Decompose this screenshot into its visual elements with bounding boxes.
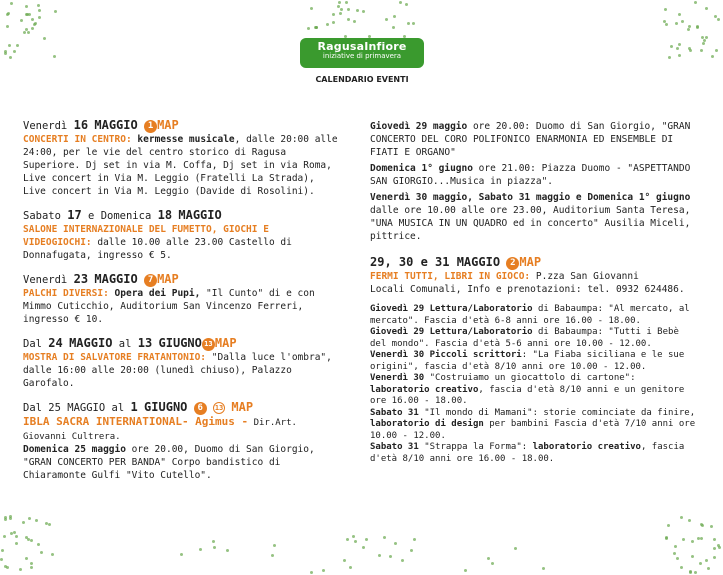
event-24-maggio-13-giugno	[23, 336, 341, 390]
leaf-dot	[399, 1, 402, 4]
leaf-dot	[394, 542, 397, 545]
leaf-dot	[343, 559, 346, 562]
leaf-dot	[310, 571, 313, 574]
leaf-dot	[16, 44, 19, 47]
floral-decoration-top-left	[0, 0, 60, 60]
leaf-dot	[711, 55, 714, 58]
leaf-dot	[180, 553, 183, 556]
event-title: MOSTRA DI SALVATORE FRATANTONIO:	[23, 352, 207, 363]
leaf-dot	[352, 535, 355, 538]
leaf-dot	[4, 52, 7, 55]
map-link[interactable]: MAP	[231, 400, 254, 414]
leaf-dot	[37, 543, 40, 546]
leaf-dot	[43, 37, 46, 40]
leaf-dot	[385, 18, 388, 21]
leaf-dot	[665, 537, 668, 540]
event-title: CONCERTI IN CENTRO:	[23, 134, 132, 145]
map-badge-secondary[interactable]: 13	[214, 404, 224, 412]
leaf-dot	[26, 13, 29, 16]
leaf-dot	[675, 22, 678, 25]
leaf-dot	[6, 566, 9, 569]
leaf-dot	[717, 544, 720, 547]
leaf-dot	[410, 549, 413, 552]
leaf-dot	[689, 49, 692, 52]
leaf-dot	[487, 557, 490, 560]
leaf-dot	[10, 2, 13, 5]
leaf-dot	[676, 557, 679, 560]
leaf-dot	[339, 12, 342, 15]
leaf-dot	[51, 553, 54, 556]
leaf-dot	[13, 50, 16, 53]
leaf-dot	[315, 26, 318, 29]
leaf-dot	[28, 517, 31, 520]
ragusainfiore-logo[interactable]	[300, 38, 424, 68]
leaf-dot	[694, 1, 697, 4]
leaf-dot	[412, 22, 415, 25]
map-badge[interactable]: 2	[506, 257, 519, 270]
leaf-dot	[199, 548, 202, 551]
event-date: Dal 25 MAGGIO al 1 GIUGNO 6 13 MAP	[23, 400, 254, 414]
leaf-dot	[347, 8, 350, 11]
leaf-dot	[332, 21, 335, 24]
leaf-dot	[3, 535, 6, 538]
floral-decoration-top	[300, 0, 420, 40]
leaf-dot	[13, 531, 16, 534]
leaf-dot	[378, 554, 381, 557]
leaf-dot	[362, 546, 365, 549]
floral-decoration-top-right	[663, 0, 723, 60]
event-17-18-maggio	[23, 208, 341, 262]
leaf-dot	[213, 546, 216, 549]
leaf-dot	[703, 39, 706, 42]
leaf-dot	[337, 5, 340, 8]
event-fermi-tutti: 29, 30 e 31 MAGGIO 2 MAP FERMI TUTTI, LIBRI IN GIOCO: P.zza San Giovanni Locali Comunali, Info e prenotazioni: tel. 0932 624486.	[370, 255, 700, 296]
leaf-dot	[688, 519, 691, 522]
leaf-dot	[691, 555, 694, 558]
leaf-dot	[697, 537, 700, 540]
leaf-dot	[393, 15, 396, 18]
leaf-dot	[347, 18, 350, 21]
leaf-dot	[691, 540, 694, 543]
leaf-dot	[362, 10, 365, 13]
leaf-dot	[0, 558, 3, 561]
leaf-dot	[678, 43, 681, 46]
event-description: "Dalla luce l'ombra", dalle 16:00 alle 20:00 (lunedì chiuso), Palazzo Garofalo.	[23, 352, 332, 389]
header	[300, 38, 424, 84]
leaf-dot	[345, 1, 348, 4]
leaf-dot	[22, 521, 25, 524]
leaf-dot	[34, 22, 37, 25]
leaf-dot	[23, 31, 26, 34]
leaf-dot	[9, 515, 12, 518]
map-badge[interactable]: 6	[194, 402, 207, 415]
event-date: Sabato 17 e Domenica 18 MAGGIO	[23, 208, 222, 222]
map-badge[interactable]: 7	[144, 274, 157, 287]
leaf-dot	[340, 8, 343, 11]
events-right-column	[370, 120, 700, 465]
event-title: FERMI TUTTI, LIBRI IN GIOCO:	[370, 271, 531, 282]
event-30-31-maggio-1-giugno: Venerdì 30 maggio, Sabato 31 maggio e Domenica 1° giugno dalle ore 10.00 alle ore 23.00, Auditorium Santa Teresa, "UNA MUSICA IN UN QUADRO ed in concerto" Ausilia Miceli, pittrice.	[370, 192, 691, 242]
laboratori-list	[370, 304, 700, 465]
leaf-dot	[678, 13, 681, 16]
leaf-dot	[663, 20, 666, 23]
event-23-maggio: Venerdì 23 MAGGIO 7 MAP PALCHI DIVERSI: Opera dei Pupi, "Il Cunto" di e con Mimmo Cuticchio, Auditorium San Vincenzo Ferreri, ingresso € 10.	[23, 272, 341, 326]
leaf-dot	[273, 544, 276, 547]
leaf-dot	[700, 49, 703, 52]
leaf-dot	[680, 566, 683, 569]
leaf-dot	[715, 49, 718, 52]
event-date: Venerdì 23 MAGGIO 7 MAP	[23, 272, 179, 286]
event-title: PALCHI DIVERSI:	[23, 288, 109, 299]
leaf-dot	[307, 27, 310, 30]
leaf-dot	[680, 516, 683, 519]
event-date: 29, 30 e 31 MAGGIO 2 MAP	[370, 255, 542, 269]
leaf-dot	[700, 537, 703, 540]
leaf-dot	[20, 19, 23, 22]
map-link[interactable]: MAP	[157, 118, 179, 132]
leaf-dot	[701, 524, 704, 527]
leaf-dot	[31, 18, 34, 21]
leaf-dot	[9, 56, 12, 59]
leaf-dot	[30, 562, 33, 565]
leaf-dot	[676, 47, 679, 50]
leaf-dot	[673, 552, 676, 555]
leaf-dot	[514, 547, 517, 550]
list-item: Sabato 31 "Il mondo di Mamani": storie cominciate da finire, laboratorio di design per bambini Fascia d'età 7/10 anni ore 10.00 - 12.00.	[370, 407, 696, 441]
map-badge[interactable]: 1	[144, 120, 157, 133]
leaf-dot	[326, 23, 329, 26]
leaf-dot	[6, 25, 9, 28]
leaf-dot	[681, 20, 684, 23]
leaf-dot	[38, 16, 41, 19]
leaf-dot	[7, 12, 10, 15]
leaf-dot	[4, 518, 7, 521]
event-title: SALONE INTERNAZIONALE DEL FUMETTO, GIOCHI E VIDEOGIOCHI:	[23, 224, 269, 248]
leaf-dot	[678, 54, 681, 57]
leaf-dot	[48, 523, 51, 526]
leaf-dot	[338, 1, 341, 4]
leaf-dot	[31, 27, 34, 30]
leaf-dot	[310, 7, 313, 10]
leaf-dot	[30, 566, 33, 569]
leaf-dot	[464, 569, 467, 572]
leaf-dot	[705, 559, 708, 562]
leaf-dot	[8, 44, 11, 47]
leaf-dot	[365, 538, 368, 541]
leaf-dot	[401, 559, 404, 562]
floral-decoration-bottom	[180, 535, 560, 575]
leaf-dot	[332, 13, 335, 16]
leaf-dot	[19, 568, 22, 571]
leaf-dot	[271, 554, 274, 557]
list-item: Venerdì 30 "Costruiamo un giocattolo di cartone": laboratorio creativo, fascia d'età 8/10 anni e un genitore ore 16.00 - 18.00.	[370, 373, 685, 406]
leaf-dot	[689, 571, 692, 574]
leaf-dot	[405, 3, 408, 6]
event-title: IBLA SACRA INTERNATIONAL- Agimus -	[23, 415, 249, 428]
leaf-dot	[664, 8, 667, 11]
event-date: Dal 24 MAGGIO al 13 GIUGNO 13 MAP	[23, 336, 237, 350]
leaf-dot	[15, 535, 18, 538]
map-link[interactable]: MAP	[519, 255, 542, 269]
leaf-dot	[226, 549, 229, 552]
list-item: Sabato 31 "Strappa la Forma": laboratorio creativo, fascia d'età 8/10 anni ore 16.00 - 18.00.	[370, 442, 685, 464]
leaf-dot	[346, 538, 349, 541]
event-1-giugno: Domenica 1° giugno ore 21.00: Piazza Duomo - "ASPETTANDO SAN GIORGIO...Musica in piazza".	[370, 163, 691, 187]
leaf-dot	[699, 562, 702, 565]
leaf-dot	[668, 56, 671, 59]
leaf-dot	[710, 525, 713, 528]
leaf-dot	[389, 555, 392, 558]
leaf-dot	[717, 18, 720, 21]
leaf-dot	[37, 4, 40, 7]
leaf-dot	[696, 26, 699, 29]
leaf-dot	[25, 536, 28, 539]
map-badge[interactable]: 13	[202, 338, 215, 351]
leaf-dot	[322, 569, 325, 572]
leaf-dot	[27, 31, 30, 34]
leaf-dot	[1, 549, 4, 552]
leaf-dot	[356, 9, 359, 12]
map-link[interactable]: MAP	[157, 272, 179, 286]
leaf-dot	[705, 7, 708, 10]
logo-name: RagusaInfiore	[317, 40, 407, 53]
event-description: "Il Cunto" di e con Mimmo Cuticchio, Auditorium San Vincenzo Ferreri, ingresso € 10.	[23, 288, 315, 325]
list-item: Giovedì 29 Lettura/Laboratorio di Babaumpa: "Al mercato, al mercato". Fascia d'età 6-8 anni ore 16.00 - 18.00.	[370, 304, 690, 326]
leaf-dot	[392, 26, 395, 29]
leaf-dot	[688, 25, 691, 28]
event-25-maggio-1-giugno: Dal 25 MAGGIO al 1 GIUGNO 6 13 MAP IBLA SACRA INTERNATIONAL- Agimus - Dir.Art. Giovanni Cultrera. Domenica 25 maggio ore 20.00, Duomo di San Giorgio, "GRAN CONCERTO PER BANDA" Corpo bandistico di Chiaramonte Gulfi "Vito Cutello".	[23, 400, 341, 482]
leaf-dot	[491, 562, 494, 565]
leaf-dot	[667, 524, 670, 527]
floral-decoration-bottom-left	[0, 515, 60, 575]
events-left-column	[23, 118, 341, 492]
leaf-dot	[30, 539, 33, 542]
leaf-dot	[713, 547, 716, 550]
event-description: dalle 10.00 alle 23.00 Castello di Donnafugata, ingresso € 5.	[23, 237, 292, 261]
leaf-dot	[714, 15, 717, 18]
leaf-dot	[45, 522, 48, 525]
event-29-maggio: Giovedì 29 maggio ore 20.00: Duomo di San Giorgio, "GRAN CONCERTO DEL CORO POLIFONICO ENARMONIA ED ENSEMBLE DI FIATI E ORGANO"	[370, 121, 691, 158]
list-item: Venerdì 30 Piccoli scrittori: "La Fiaba siciliana e le sue origini", fascia d'età 8/10 anni ore 10.00 - 12.00.	[370, 350, 685, 372]
logo-subtitle: iniziative di primavera	[322, 52, 402, 60]
leaf-dot	[702, 42, 705, 45]
leaf-dot	[349, 566, 352, 569]
leaf-dot	[25, 5, 28, 8]
leaf-dot	[35, 519, 38, 522]
leaf-dot	[53, 55, 56, 58]
leaf-dot	[707, 567, 710, 570]
leaf-dot	[670, 45, 673, 48]
event-description: , dalle 20:00 alle 24:00, per le vie del centro storico di Ragusa Superiore. Dj set in via M. Coffa, Dj set in via Roma, Live concert in Via M. Leggio (Fratelli La Strada), Live concert in Via M. Leggio (Davide di Rosolini).	[23, 134, 338, 197]
leaf-dot	[542, 567, 545, 570]
leaf-dot	[354, 540, 357, 543]
list-item: Giovedì 29 Lettura/Laboratorio di Babaumpa: "Tutti i Bebè del mondo". Fascia d'età 5-6 anni ore 10.00 - 12.00.	[370, 327, 679, 349]
leaf-dot	[353, 20, 356, 23]
leaf-dot	[713, 556, 716, 559]
leaf-dot	[407, 22, 410, 25]
map-link[interactable]: MAP	[214, 336, 237, 350]
leaf-dot	[694, 571, 697, 574]
event-16-maggio: Venerdì 16 MAGGIO 1 MAP CONCERTI IN CENTRO: kermesse musicale, dalle 20:00 alle 24:00, per le vie del centro storico di Ragusa Superiore. Dj set in via M. Coffa, Dj set in via Roma, Live concert in Via M. Leggio (Fratelli La Strada), Live concert in Via M. Leggio (Davide di Rosolini).	[23, 118, 341, 198]
leaf-dot	[665, 23, 668, 26]
leaf-dot	[713, 538, 716, 541]
event-description: Dir.Art. Giovanni Cultrera.	[23, 418, 297, 442]
leaf-dot	[674, 545, 677, 548]
leaf-dot	[413, 538, 416, 541]
leaf-dot	[25, 557, 28, 560]
event-date: Venerdì 16 MAGGIO 1 MAP	[23, 118, 179, 132]
floral-decoration-bottom-right	[663, 515, 723, 575]
leaf-dot	[15, 542, 18, 545]
leaf-dot	[212, 540, 215, 543]
leaf-dot	[682, 538, 685, 541]
calendar-title: CALENDARIO EVENTI	[315, 75, 409, 84]
leaf-dot	[383, 536, 386, 539]
leaf-dot	[38, 9, 41, 12]
leaf-dot	[54, 10, 57, 13]
leaf-dot	[10, 532, 13, 535]
leaf-dot	[687, 28, 690, 31]
leaf-dot	[40, 551, 43, 554]
